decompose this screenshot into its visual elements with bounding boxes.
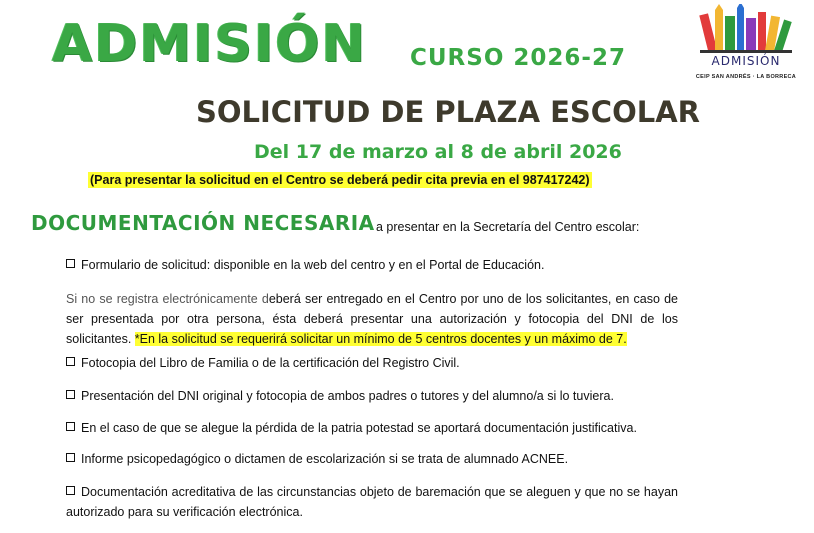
list-item: Fotocopia del Libro de Familia o de la certificación del Registro Civil. xyxy=(66,356,460,370)
checkbox-icon xyxy=(66,259,75,268)
list-item: Presentación del DNI original y fotocopia de ambos padres o tutores y del alumno/a si lo tuviera. xyxy=(66,389,614,403)
delivery-paragraph: Si no se registra electrónicamente deberá ser entregado en el Centro por uno de los solicitantes, en caso de ser presentada por otra persona, ésta deberá presentar una autorización y fotocopia del DNI de los solicitantes. *En la solicitud se requerirá solicitar un mínimo de 5 centros docentes y un máximo de 7. xyxy=(66,292,678,346)
section-subtitle: a presentar en la Secretaría del Centro escolar: xyxy=(376,220,640,234)
checkbox-icon xyxy=(66,486,75,495)
admision-title: ADMISIÓN xyxy=(52,14,368,74)
course-year: CURSO 2026-27 xyxy=(410,45,626,71)
checkbox-icon xyxy=(66,357,75,366)
list-item: En el caso de que se alegue la pérdida de la patria potestad se aportará documentación justificativa. xyxy=(66,421,637,435)
page-subtitle: SOLICITUD DE PLAZA ESCOLAR xyxy=(196,95,700,129)
list-item: Documentación acreditativa de las circunstancias objeto de baremación que se aleguen y que no se hayan autorizado para su verificación electrónica. xyxy=(66,485,678,519)
admission-dates: Del 17 de marzo al 8 de abril 2026 xyxy=(254,141,622,163)
school-supplies-icon xyxy=(690,4,802,56)
checkbox-icon xyxy=(66,453,75,462)
logo-subtext: CEIP SAN ANDRÉS · LA BORRECA xyxy=(695,74,797,80)
section-heading: DOCUMENTACIÓN NECESARIA xyxy=(31,211,375,235)
admision-logo xyxy=(690,4,802,88)
list-item: Formulario de solicitud: disponible en la web del centro y en el Portal de Educación. xyxy=(66,258,544,272)
list-item: Informe psicopedagógico o dictamen de escolarización si se trata de alumnado ACNEE. xyxy=(66,452,568,466)
checkbox-icon xyxy=(66,390,75,399)
appointment-note: (Para presentar la solicitud en el Centro se deberá pedir cita previa en el 987417242) xyxy=(90,173,590,187)
checkbox-icon xyxy=(66,422,75,431)
highlighted-requirement: *En la solicitud se requerirá solicitar un mínimo de 5 centros docentes y un máximo de 7. xyxy=(134,332,627,346)
logo-text: ADMISIÓN xyxy=(711,54,781,68)
